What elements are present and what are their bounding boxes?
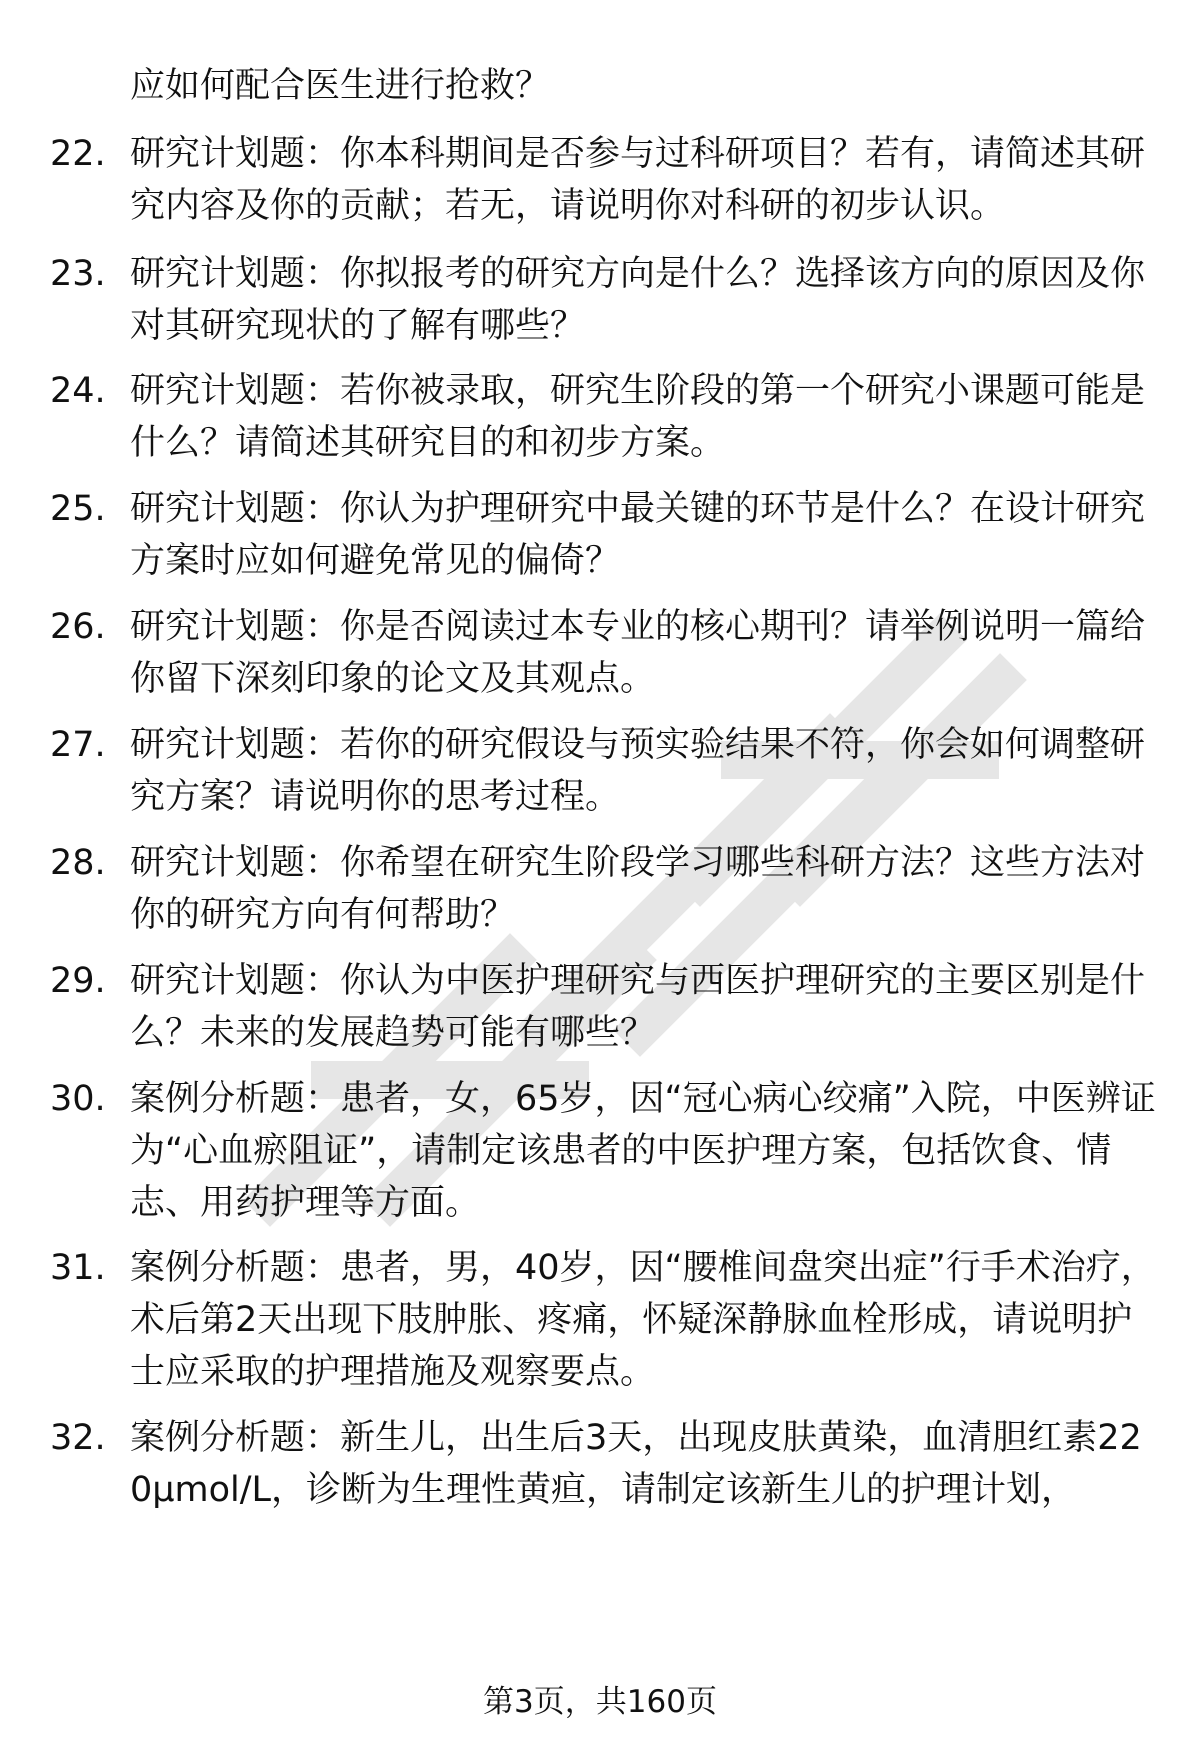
question-item-26 — [50, 601, 1160, 705]
continued-question-text: 应如何配合医生进行抢救？ — [130, 66, 551, 106]
question-number: 22. — [50, 134, 106, 174]
question-number: 30. — [50, 1079, 106, 1119]
page-number-footer: 第3页，共160页 — [483, 1684, 717, 1720]
question-text: 案例分析题：患者，女，65岁，因“冠心病心绞痛”入院，中医辨证为“心血瘀阻证”，请制定该患者的中医护理方案，包括饮食、情志、用药护理等方面。 — [130, 1079, 1156, 1223]
question-item-29 — [50, 955, 1160, 1059]
question-item-30 — [50, 1073, 1160, 1229]
question-item-25 — [50, 483, 1160, 587]
question-text: 研究计划题：你是否阅读过本专业的核心期刊？请举例说明一篇给你留下深刻印象的论文及其观点。 — [130, 607, 1146, 699]
question-number: 23. — [50, 254, 106, 294]
question-text: 研究计划题：若你的研究假设与预实验结果不符，你会如何调整研究方案？请说明你的思考过程。 — [130, 725, 1146, 817]
question-number: 32. — [50, 1418, 106, 1458]
question-number: 29. — [50, 961, 106, 1001]
question-item-24 — [50, 365, 1160, 469]
question-number: 26. — [50, 607, 106, 647]
question-number: 27. — [50, 725, 106, 765]
question-item-23 — [50, 248, 1160, 352]
question-text: 研究计划题：你认为中医护理研究与西医护理研究的主要区别是什么？未来的发展趋势可能有哪些？ — [130, 961, 1146, 1053]
question-number: 31. — [50, 1248, 106, 1288]
question-text: 研究计划题：你希望在研究生阶段学习哪些科研方法？这些方法对你的研究方向有何帮助？ — [130, 843, 1146, 935]
question-item-28 — [50, 837, 1160, 941]
question-text: 研究计划题：你认为护理研究中最关键的环节是什么？在设计研究方案时应如何避免常见的偏倚？ — [130, 489, 1146, 581]
question-text: 案例分析题：新生儿，出生后3天，出现皮肤黄染，血清胆红素220μmol/L，诊断为生理性黄疸，请制定该新生儿的护理计划， — [130, 1418, 1142, 1510]
question-text: 案例分析题：患者，男，40岁，因“腰椎间盘突出症”行手术治疗，术后第2天出现下肢肿胀、疼痛，怀疑深静脉血栓形成，请说明护士应采取的护理措施及观察要点。 — [130, 1248, 1156, 1392]
question-number: 25. — [50, 489, 106, 529]
question-item-22 — [50, 128, 1160, 232]
question-number: 24. — [50, 371, 106, 411]
question-item-31 — [50, 1242, 1160, 1398]
question-item-27 — [50, 719, 1160, 823]
question-text: 研究计划题：若你被录取，研究生阶段的第一个研究小课题可能是什么？请简述其研究目的和初步方案。 — [130, 371, 1146, 463]
question-item-32 — [50, 1412, 1160, 1516]
question-text: 研究计划题：你本科期间是否参与过科研项目？若有，请简述其研究内容及你的贡献；若无，请说明你对科研的初步认识。 — [130, 134, 1146, 226]
question-text: 研究计划题：你拟报考的研究方向是什么？选择该方向的原因及你对其研究现状的了解有哪些？ — [130, 254, 1146, 346]
question-number: 28. — [50, 843, 106, 883]
